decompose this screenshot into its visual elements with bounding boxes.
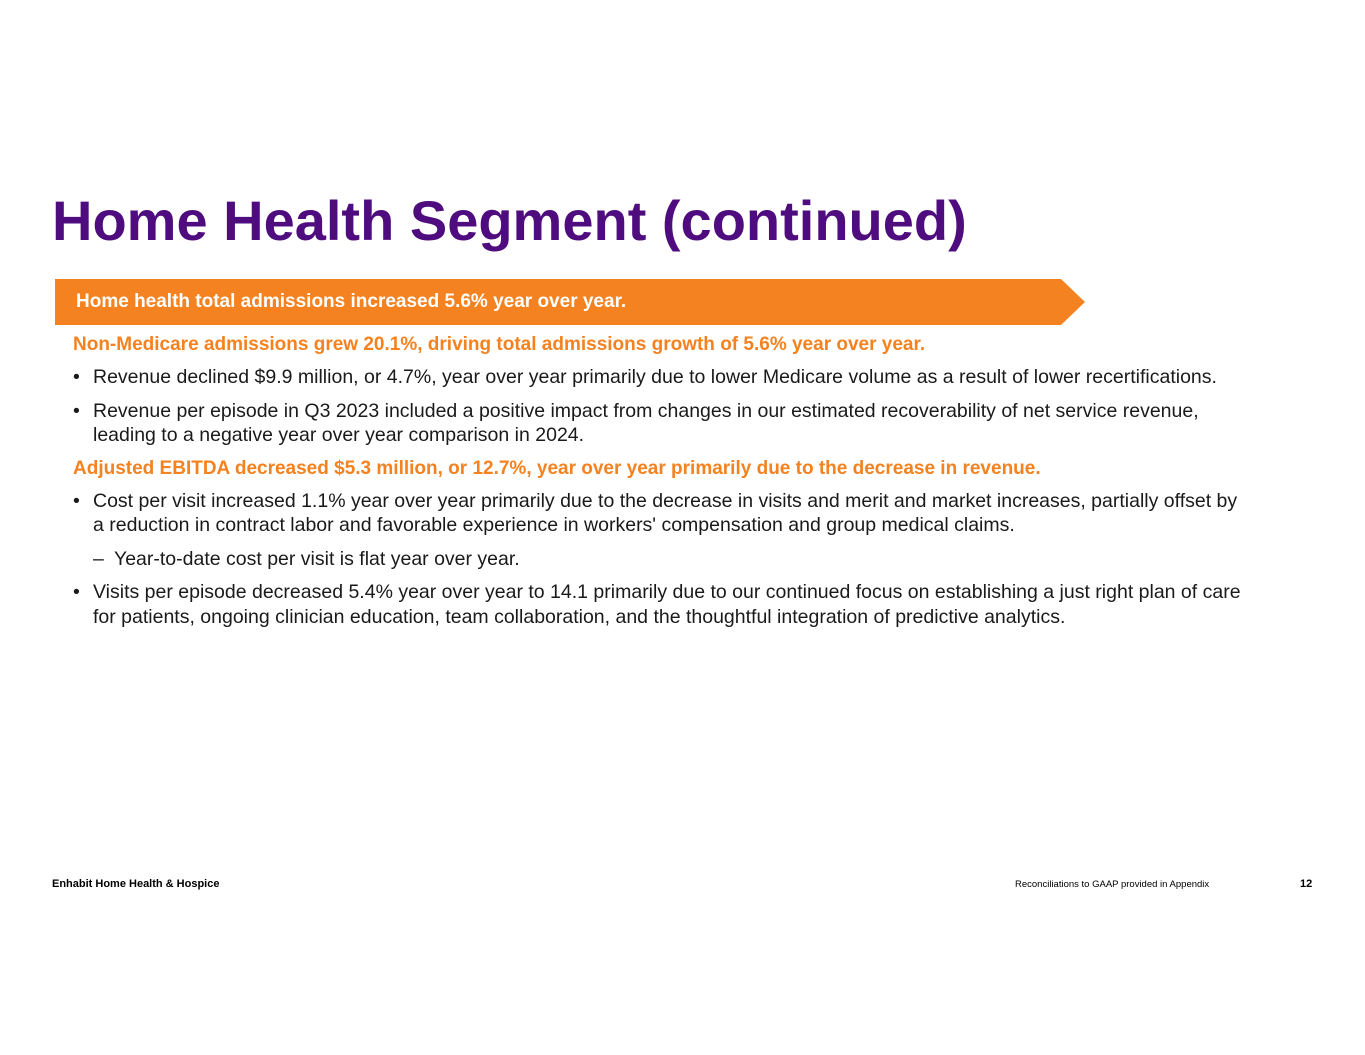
footer-reconciliation-note: Reconciliations to GAAP provided in Appendix xyxy=(1015,879,1210,890)
page-number: 12 xyxy=(1300,878,1313,890)
bullet-marker: • xyxy=(73,366,80,388)
bullet-marker: • xyxy=(73,581,80,603)
slide-title: Home Health Segment (continued) xyxy=(52,189,967,252)
footer-company-name: Enhabit Home Health & Hospice xyxy=(52,878,220,890)
slide-body xyxy=(73,333,1243,638)
section-heading-admissions: Non-Medicare admissions grew 20.1%, driving total admissions growth of 5.6% year over year. xyxy=(73,334,926,355)
bullet-text: Cost per visit increased 1.1% year over year primarily due to the decrease in visits and merit and market increases, partially offset by a reduction in contract labor and favorable experience in workers' compensation and group medical claims. xyxy=(93,489,1238,536)
bullet-visits-per-episode xyxy=(73,580,1243,629)
bullet-text: Visits per episode decreased 5.4% year over year to 14.1 primarily due to our continued focus on establishing a just right plan of care for patients, ongoing clinician education, team collaboration, and the thoughtful integration of predictive analytics. xyxy=(93,581,1241,628)
sub-bullet-ytd-cost xyxy=(73,547,1243,572)
bullet-cost-per-visit xyxy=(73,489,1243,538)
bullet-text: Revenue declined $9.9 million, or 4.7%, year over year primarily due to lower Medicare volume as a result of lower recertifications. xyxy=(93,366,1217,388)
highlight-banner xyxy=(55,279,1085,325)
bullet-revenue-decline xyxy=(73,365,1243,390)
banner-text: Home health total admissions increased 5.6% year over year. xyxy=(76,291,627,312)
sub-bullet-text: Year-to-date cost per visit is flat year over year. xyxy=(114,547,520,570)
sub-bullet-marker: – xyxy=(93,547,104,570)
bullet-marker: • xyxy=(73,399,80,422)
bullet-marker: • xyxy=(73,489,80,512)
section-heading-adjusted-ebitda: Adjusted EBITDA decreased $5.3 million, or 12.7%, year over year primarily due to the decrease in revenue. xyxy=(73,457,1041,479)
bullet-text: Revenue per episode in Q3 2023 included a positive impact from changes in our estimated recoverability of net service revenue, leading to a negative year over year comparison in 2024. xyxy=(93,399,1199,446)
bullet-revenue-per-episode xyxy=(73,399,1243,448)
